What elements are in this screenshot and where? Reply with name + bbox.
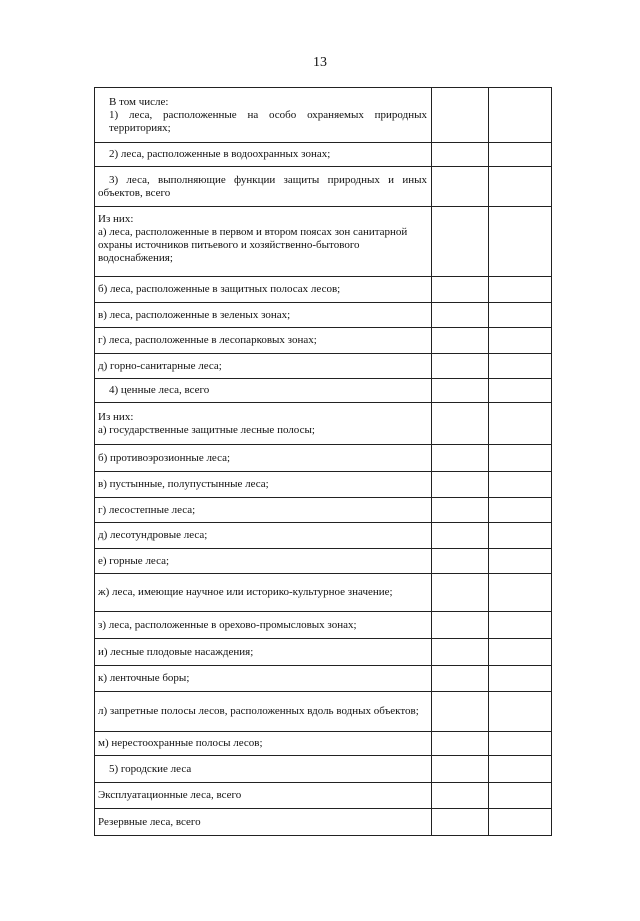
row-label	[95, 666, 432, 692]
row-label	[95, 207, 432, 277]
table-row	[95, 88, 552, 143]
row-label-text: в) пустынные, полупустынные леса;	[98, 478, 269, 490]
row-label-text: В том числе: 1) леса, расположенные на особо охраняемых природных территориях;	[109, 95, 427, 134]
table-row	[95, 303, 552, 328]
value-cell[interactable]	[432, 549, 489, 574]
row-label-text: Резервные леса, всего	[98, 815, 201, 828]
value-cell[interactable]	[489, 732, 552, 756]
value-cell[interactable]	[432, 574, 489, 612]
row-label-text: б) леса, расположенные в защитных полосах лесов;	[98, 283, 341, 295]
value-cell[interactable]	[489, 549, 552, 574]
table-row	[95, 523, 552, 549]
value-cell[interactable]	[489, 143, 552, 167]
row-label	[95, 277, 432, 303]
value-cell[interactable]	[432, 303, 489, 328]
table-row	[95, 612, 552, 639]
value-cell[interactable]	[489, 207, 552, 277]
value-cell[interactable]	[432, 639, 489, 666]
value-cell[interactable]	[432, 809, 489, 836]
row-label-text: 4) ценные леса, всего	[109, 384, 210, 396]
value-cell[interactable]	[432, 445, 489, 472]
row-label-text: е) горные леса;	[98, 554, 170, 567]
value-cell[interactable]	[432, 756, 489, 783]
row-label	[95, 379, 432, 403]
table-row	[95, 354, 552, 379]
row-label	[95, 612, 432, 639]
row-label-text: в) леса, расположенные в зеленых зонах;	[98, 308, 291, 321]
page-number: 13	[313, 55, 327, 70]
row-label	[95, 574, 432, 612]
row-label	[95, 756, 432, 783]
row-label-text: з) леса, расположенные в орехово-промысловых зонах;	[98, 618, 357, 631]
table-row	[95, 783, 552, 809]
row-label	[95, 143, 432, 167]
table-row	[95, 472, 552, 498]
value-cell[interactable]	[489, 472, 552, 498]
value-cell[interactable]	[432, 692, 489, 732]
table-row	[95, 167, 552, 207]
value-cell[interactable]	[432, 88, 489, 143]
table-row	[95, 445, 552, 472]
value-cell[interactable]	[489, 612, 552, 639]
value-cell[interactable]	[432, 207, 489, 277]
row-label-text: Из них: а) леса, расположенные в первом и втором поясах зон санитарной охраны источников питьевого и хозяйственно-бытового водоснабжения;	[98, 213, 408, 264]
row-label-text: Из них: а) государственные защитные лесные полосы;	[98, 410, 315, 436]
value-cell[interactable]	[489, 692, 552, 732]
row-label-text: 5) городские леса	[109, 762, 192, 775]
row-label	[95, 809, 432, 836]
row-label-text: и) лесные плодовые насаждения;	[98, 645, 254, 658]
value-cell[interactable]	[489, 277, 552, 303]
table-row	[95, 143, 552, 167]
table-row	[95, 732, 552, 756]
row-label	[95, 639, 432, 666]
row-label	[95, 498, 432, 523]
forest-categories-table	[94, 87, 552, 836]
value-cell[interactable]	[489, 783, 552, 809]
value-cell[interactable]	[432, 612, 489, 639]
value-cell[interactable]	[432, 472, 489, 498]
row-label	[95, 549, 432, 574]
row-label	[95, 472, 432, 498]
value-cell[interactable]	[489, 403, 552, 445]
table-row	[95, 207, 552, 277]
value-cell[interactable]	[432, 666, 489, 692]
value-cell[interactable]	[489, 756, 552, 783]
row-label	[95, 445, 432, 472]
row-label-text: 2) леса, расположенные в водоохранных зонах;	[109, 148, 331, 160]
table-row	[95, 379, 552, 403]
table-row	[95, 756, 552, 783]
row-label-text: ж) леса, имеющие научное или историко-культурное значение;	[98, 586, 393, 598]
table-row	[95, 666, 552, 692]
table-row	[95, 498, 552, 523]
value-cell[interactable]	[489, 167, 552, 207]
value-cell[interactable]	[489, 88, 552, 143]
value-cell[interactable]	[432, 732, 489, 756]
row-label-text: г) лесостепные леса;	[98, 503, 196, 516]
table-row	[95, 692, 552, 732]
value-cell[interactable]	[432, 354, 489, 379]
value-cell[interactable]	[489, 328, 552, 354]
value-cell[interactable]	[432, 167, 489, 207]
value-cell[interactable]	[489, 666, 552, 692]
value-cell[interactable]	[432, 498, 489, 523]
table-row	[95, 574, 552, 612]
value-cell[interactable]	[432, 277, 489, 303]
row-label	[95, 732, 432, 756]
row-label-text: л) запретные полосы лесов, расположенных вдоль водных объектов;	[98, 705, 419, 717]
value-cell[interactable]	[489, 379, 552, 403]
row-label-text: г) леса, расположенные в лесопарковых зонах;	[98, 334, 317, 346]
table-row	[95, 809, 552, 836]
value-cell[interactable]	[489, 574, 552, 612]
table-row	[95, 403, 552, 445]
value-cell[interactable]	[489, 445, 552, 472]
row-label	[95, 328, 432, 354]
value-cell[interactable]	[432, 143, 489, 167]
row-label	[95, 692, 432, 732]
value-cell[interactable]	[489, 498, 552, 523]
value-cell[interactable]	[489, 639, 552, 666]
row-label-text: 3) леса, выполняющие функции защиты природных и иных объектов, всего	[98, 173, 427, 199]
table-row	[95, 277, 552, 303]
row-label-text: б) противоэрозионные леса;	[98, 451, 231, 464]
value-cell[interactable]	[432, 379, 489, 403]
value-cell[interactable]	[432, 523, 489, 549]
table-row	[95, 549, 552, 574]
value-cell[interactable]	[489, 354, 552, 379]
row-label-text: к) ленточные боры;	[98, 672, 190, 684]
value-cell[interactable]	[432, 403, 489, 445]
row-label	[95, 354, 432, 379]
row-label-text: д) лесотундровые леса;	[98, 529, 208, 541]
row-label	[95, 783, 432, 809]
row-label-text: Эксплуатационные леса, всего	[98, 789, 242, 801]
row-label	[95, 88, 432, 143]
table-row	[95, 328, 552, 354]
value-cell[interactable]	[432, 328, 489, 354]
value-cell[interactable]	[489, 809, 552, 836]
row-label	[95, 523, 432, 549]
value-cell[interactable]	[432, 783, 489, 809]
table-row	[95, 639, 552, 666]
row-label	[95, 167, 432, 207]
row-label	[95, 403, 432, 445]
row-label-text: м) нерестоохранные полосы лесов;	[98, 737, 263, 749]
row-label	[95, 303, 432, 328]
row-label-text: д) горно-санитарные леса;	[98, 359, 222, 372]
value-cell[interactable]	[489, 303, 552, 328]
value-cell[interactable]	[489, 523, 552, 549]
